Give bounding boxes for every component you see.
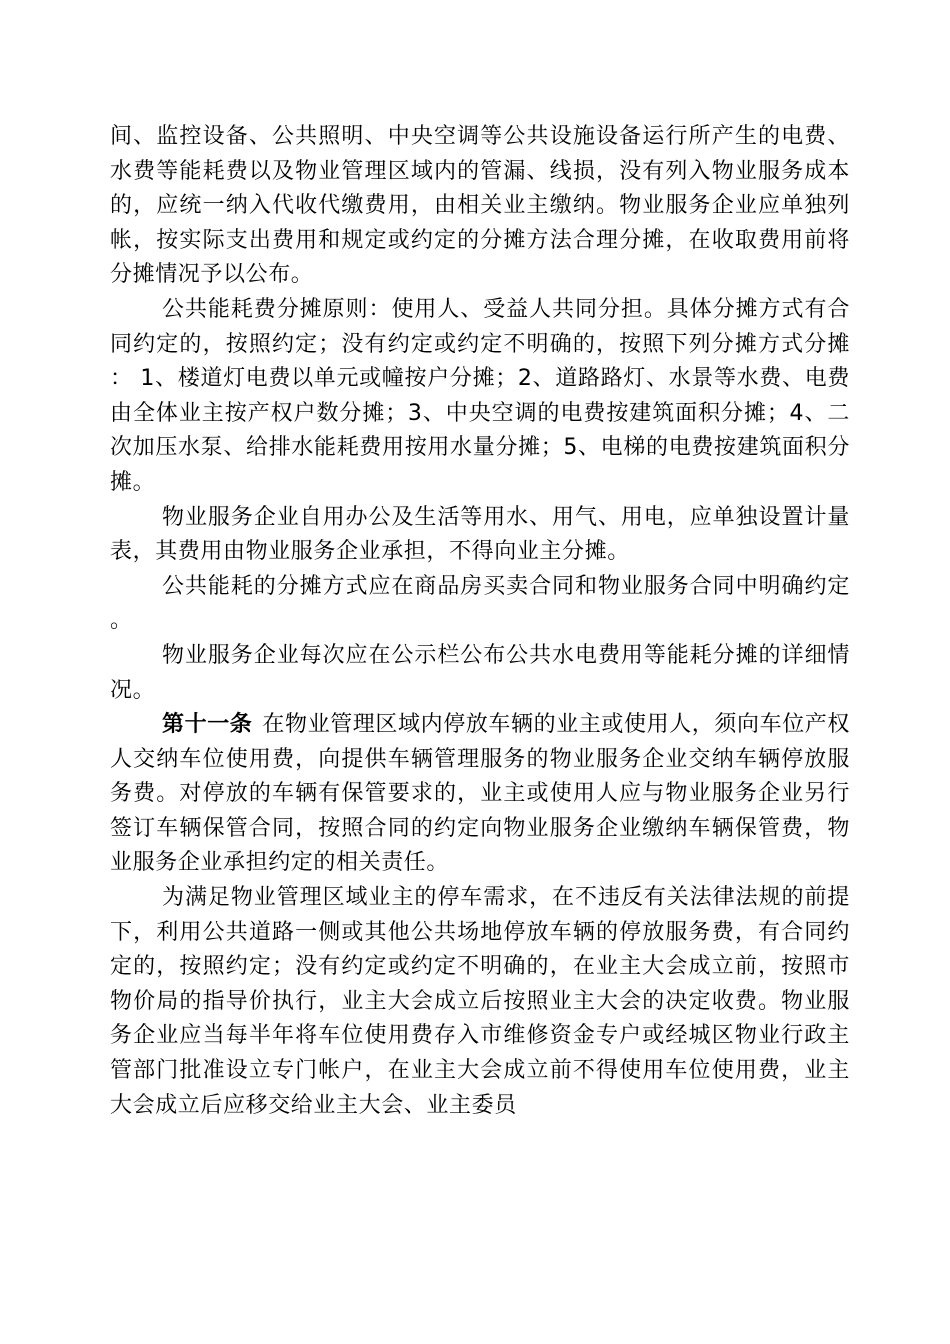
document-body [110,120,850,1123]
paragraph-7: 为满足物业管理区域业主的停车需求，在不违反有关法律法规的前提下，利用公共道路一侧或其他公共场地停放车辆的停放服务费，有合同约定的，按照约定；没有约定或约定不明确的，在业主大会成立前，按照市物价局的指导价执行，业主大会成立后按照业主大会的决定收费。物业服务企业应当每半年将车位使用费存入市维修资金专户或经城区物业行政主管部门批准设立专门帐户，在业主大会成立前不得使用车位使用费，业主大会成立后应移交给业主大会、业主委员 [110,885,850,1118]
paragraph-3: 物业服务企业自用办公及生活等用水、用气、用电，应单独设置计量表，其费用由物业服务企业承担，不得向业主分摊。 [110,504,850,565]
paragraph-1: 间、监控设备、公共照明、中央空调等公共设施设备运行所产生的电费、水费等能耗费以及物业管理区域内的管漏、线损，没有列入物业服务成本的，应统一纳入代收代缴费用，由相关业主缴纳。物业服务企业应单独列帐，按实际支出费用和规定或约定的分摊方法合理分摊，在收取费用前将分摊情况予以公布。 [110,124,850,288]
paragraph-2: 公共能耗费分摊原则：使用人、受益人共同分担。具体分摊方式有合同约定的，按照约定；没有约定或约定不明确的，按照下列分摊方式分摊： 1、楼道灯电费以单元或幢按户分摊；2、道路路灯、水景等水费、电费由全体业主按产权户数分摊；3、中央空调的电费按建筑面积分摊；4、二次加压水泵、给排水能耗费用按用水量分摊；5、电梯的电费按建筑面积分摊。 [110,296,850,495]
article-label: 第十一条 [162,712,253,738]
paragraph-5: 物业服务企业每次应在公示栏公布公共水电费用等能耗分摊的详细情况。 [110,642,850,703]
paragraph-4: 公共能耗的分摊方式应在商品房买卖合同和物业服务合同中明确约定。 [110,573,850,634]
article-11-paragraph [110,708,850,881]
article-11-text: 在物业管理区域内停放车辆的业主或使用人，须向车位产权人交纳车位使用费，向提供车辆管理服务的物业服务企业交纳车辆停放服务费。对停放的车辆有保管要求的，业主或使用人应与物业服务企业另行签订车辆保管合同，按照合同的约定向物业服务企业缴纳车辆保管费，物业服务企业承担约定的相关责任。 [110,712,851,876]
